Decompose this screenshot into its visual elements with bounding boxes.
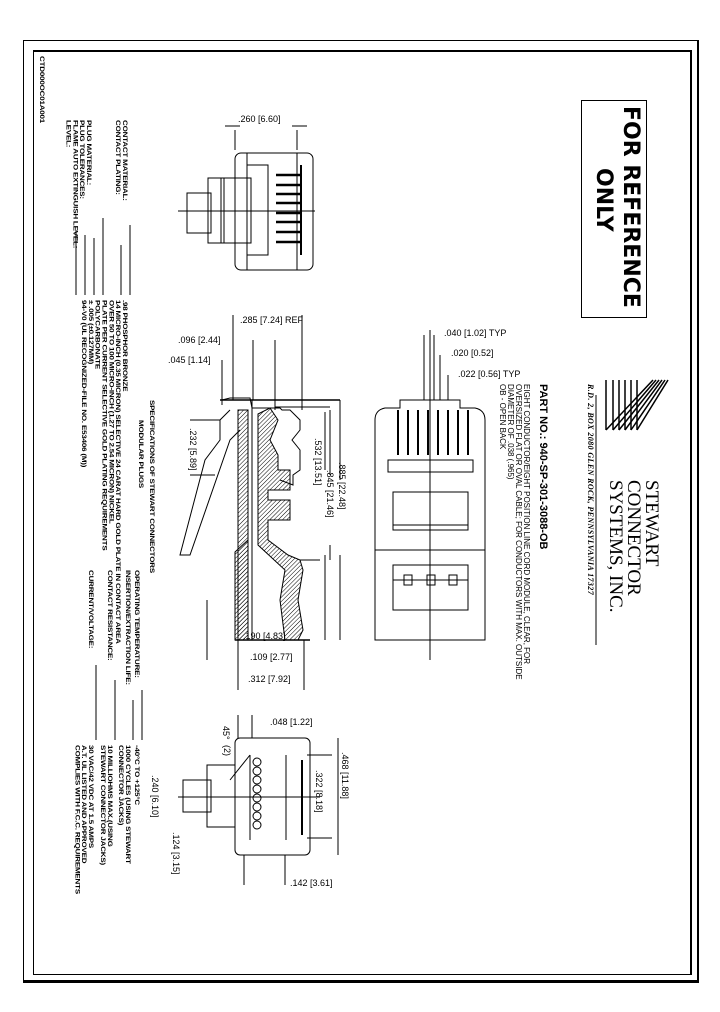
spec-label-insertion-life: INSERTION/EXTRACTION LIFE: [124, 570, 132, 685]
spec-label-plug-tolerances: PLUG TOLERANCES: [78, 120, 87, 199]
spec-value-plug-material: POLYCARBONATE [94, 300, 102, 369]
plug-front-view [375, 330, 485, 660]
spec-value-insertion-life-2: CONNECTOR JACKS) [117, 745, 126, 826]
spec-value-contact-plating-3: PLATE PER CURRENT SELECTIVE GOLD PLATING REQUIREMENTS [100, 300, 109, 551]
dim-ref-length: .285 [7.24] REF [240, 315, 304, 325]
spec-label-contact-material: CONTACT MATERIAL: [121, 120, 129, 201]
dim-885: .885 [22.48] [337, 462, 347, 510]
dim-532: .532 [13.51] [313, 438, 323, 486]
company-logo-icon [606, 380, 668, 430]
drawing-number: CTD000OC01A001 [38, 56, 46, 124]
dim-468: .468 [11.88] [340, 752, 350, 799]
spec-value-contact-material: .98 PHOSPHOR BRONZE [121, 300, 129, 392]
dim-048: .048 [1.22] [270, 717, 313, 727]
spec-label-plug-material: PLUG MATERIAL: [85, 120, 93, 186]
reference-notice-line1: FOR REFERENCE [618, 106, 643, 308]
plug-top-view [178, 126, 315, 270]
company-name-line3: SYSTEMS, INC. [605, 480, 626, 613]
spec-value-current-voltage-3: COMPLIES WITH F.C.C. REQUIREMENTS [73, 745, 82, 894]
spec-label-current-voltage: CURRENT/VOLTAGE: [87, 570, 95, 649]
dim-240: .240 [6.10] [150, 775, 160, 818]
spec-value-contact-plating-2: OVER 50 TO 100 MICRO-INCH (1.27 TO 2.54 MICRON) NICKEL [107, 300, 116, 524]
dim-312: .312 [7.92] [248, 674, 291, 684]
part-description-line4: OB - OPEN BACK [498, 384, 507, 450]
spec-value-contact-resistance-2: STEWART CONNECTOR JACKS) [99, 745, 108, 865]
specifications-subtitle: MODULAR PLUGS [137, 420, 145, 489]
spec-value-current-voltage-1: 30 VAC/42 VDC AT 1.5 AMPS [87, 745, 95, 849]
dim-022: .022 [0.56] TYP [458, 369, 521, 379]
spec-value-plug-tolerances: ± .005 (±0.127MM) [87, 300, 95, 365]
spec-value-current-voltage-2: A.T. UL LISTED AND APPROVED [80, 745, 89, 864]
spec-value-insertion-life-1: 1000 CYCLES (USING STEWART [124, 745, 132, 864]
dim-045: .045 [1.14] [168, 355, 211, 365]
part-number-value: 940-SP-301-3088-OB [537, 442, 549, 550]
dim-124: .124 [3.15] [171, 832, 181, 875]
dim-angle: 45° [221, 726, 231, 740]
dim-020: .020 [0.52] [451, 348, 494, 358]
part-number-label: PART NO.: [537, 384, 549, 440]
spec-value-contact-resistance-1: 10 MILLIOHMS MAX.(USING [106, 745, 114, 847]
part-description-line1: EIGHT CONDUCTOR/EIGHT POSITION LINE CORD MODULE, CLEAR, FOR [522, 384, 531, 665]
dim-040: .040 [1.02] TYP [444, 328, 507, 338]
spec-value-flame: 94-V0 (UL RECOGNIZED-FILE NO. E53406 (M)) [80, 300, 89, 468]
reference-notice-line2: ONLY [591, 168, 616, 232]
spec-label-contact-resistance: CONTACT RESISTANCE: [106, 570, 114, 661]
spec-label-operating-temp: OPERATING TEMPERATURE: [133, 570, 141, 678]
dim-096: .096 [2.44] [178, 335, 221, 345]
specifications-title: SPECIFICATIONS OF STEWART CONNECTORS [148, 400, 156, 573]
spec-label-level: LEVEL: [64, 120, 73, 148]
dim-109: .109 [2.77] [250, 652, 293, 662]
spec-value-operating-temp: -40°C TO +125°C [133, 745, 141, 805]
spec-label-contact-plating: CONTACT PLATING: [114, 120, 123, 195]
company-name-line1: STEWART [641, 480, 662, 567]
part-description-line3: DIAMETER OF .038 (.965) [506, 384, 515, 480]
dim-322: .322 [8.18] [314, 770, 324, 813]
dim-232: .232 [5.89] [188, 428, 198, 471]
spec-label-flame: FLAME AUTO EXTINGUISH LEVEL: [71, 120, 80, 249]
spec-value-contact-plating-1: 14 MICRO-INCH (0.35 MICRON) SELECTIVE 24 CARAT HARD GOLD PLATE IN CONTACT AREA [114, 300, 123, 644]
dim-190: .190 [4.83] [243, 631, 286, 641]
part-description-line2: OVERSIZED FLAT OR OVAL CABLE; FOR CONDUCTORS WITH MAX. OUTSIDE [514, 384, 523, 680]
dim-845: .845 [21.46] [325, 470, 335, 518]
dim-top-width: .260 [6.60] [238, 114, 281, 124]
dim-142: .142 [3.61] [290, 878, 333, 888]
company-address: R.D. 2, BOX 2080 GLEN ROCK, PENNSYLVANIA 17327 [586, 384, 595, 596]
company-name-line2: CONNECTOR [623, 480, 644, 596]
dim-angle-count: (2) [222, 745, 232, 756]
